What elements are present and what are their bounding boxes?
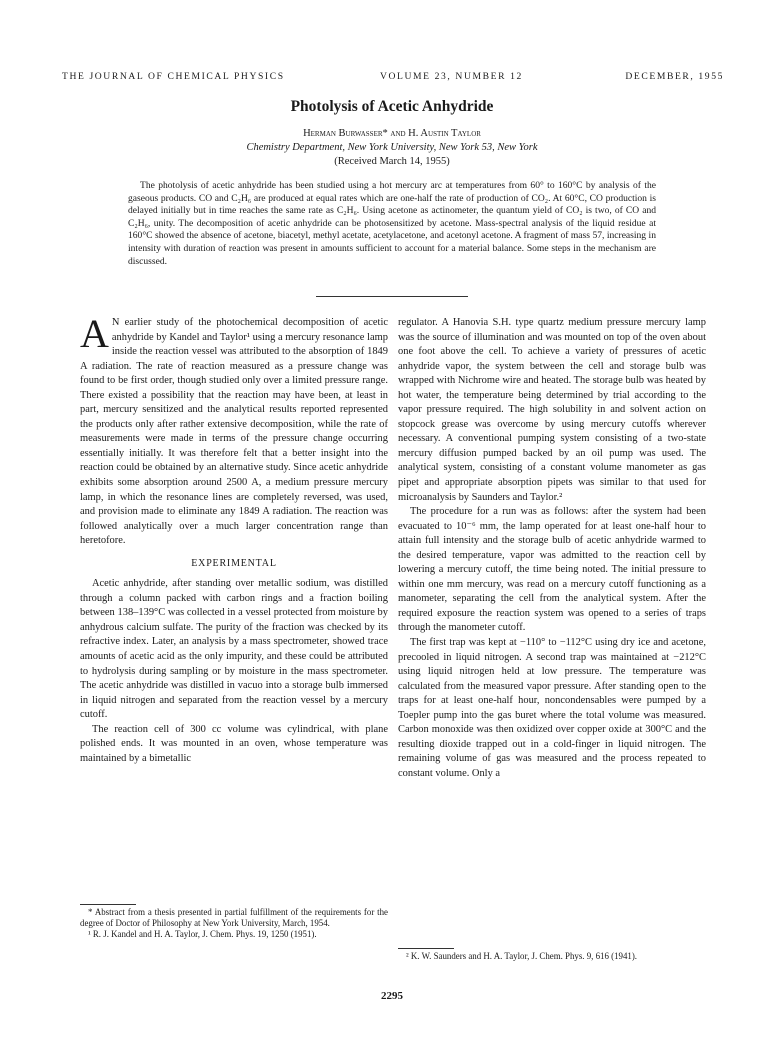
abstract: The photolysis of acetic anhydride has been studied using a hot mercury arc at temperatures from 60° to 160°C by analysis of the gaseous products. CO and C₂H₆ are produced at equal rates which are one-half the rate of production of CO₂. At 60°C, CO production is delayed initially but in time reaches the same rate as C₂H₆. Using acetone as actinometer, the quantum yield of CO₂ is two, of CO and C₂H₆, unity. The decomposition of acetic anhydride can be photosensitized by acetone. Mass-spectral analysis of the liquid residue at 160°C showed the absence of acetone, biacetyl, methyl acetate, acetylacetone, and acetonyl acetone. A fragment of mass 57, increasing in intensity with duration of reaction was present in amounts sufficient to account for a material balance. Some steps in the mechanism are discussed. xyxy=(128,180,656,267)
volume-number: VOLUME 23, NUMBER 12 xyxy=(380,71,523,82)
section-divider xyxy=(316,296,468,297)
received-date: (Received March 14, 1955) xyxy=(334,156,450,167)
drop-cap: A xyxy=(80,311,109,356)
section-heading-experimental: EXPERIMENTAL xyxy=(191,557,277,569)
paragraph: The reaction cell of 300 cc volume was cylindrical, with plane polished ends. It was mounted in an oven, whose temperature was maintained by a bimetallic xyxy=(80,723,388,764)
left-column xyxy=(80,311,388,766)
issue-date: DECEMBER, 1955 xyxy=(625,71,724,82)
paper-title: Photolysis of Acetic Anhydride xyxy=(290,98,494,115)
page-number: 2295 xyxy=(381,990,403,1002)
journal-name: THE JOURNAL OF CHEMICAL PHYSICS xyxy=(62,71,285,82)
affiliation: Chemistry Department, New York University, New York 53, New York xyxy=(246,142,538,153)
footnote-rule xyxy=(398,948,454,949)
intro-text: N earlier study of the photochemical decomposition of acetic anhydride by Kandel and Taylor¹ using a mercury resonance lamp inside the reaction vessel was attributed to the absorption of 1849 A radiation. The rate of reaction measured as a pressure change was found to be first order, though studied only over a limited pressure range. There existed a possibility that the reaction may have been, at least in part, mercury sensitized and the analytical results reported represented the products only after rather extensive decomposition, while the rate of measurements were made in terms of the pressure change occurring essentially initially. It was therefore felt that a better insight into the reaction could be obtained by an alternative study. Since acetic anhydride exhibits some absorption around 2500 A, a medium pressure mercury lamp, in which the resonance lines are completely reversed, was used, and provision made to eliminate any 1849 A radiation. The reaction was followed analytically over a much larger concentration range than heretofore. xyxy=(80,317,388,547)
footnote-rule xyxy=(80,904,136,905)
footnote: ² K. W. Saunders and H. A. Taylor, J. Chem. Phys. 9, 616 (1941). xyxy=(406,951,638,961)
paragraph: The procedure for a run was as follows: after the system had been evacuated to 10⁻⁶ mm, the lamp operated for at least one-half hour to attain full intensity and the storage bulb of acetic anhydride warmed to the desired temperature, vapor was admitted to the reaction cell by lowering a mercury cutoff, the time being noted. The initial pressure to within one mm mercury, was read on a mercury cutoff functioning as a manometer, separating the cell from the analytical system. After the required exposure the reaction system was opened to a series of traps through the manometer cutoff. xyxy=(398,506,706,634)
paragraph: The first trap was kept at −110° to −112°C using dry ice and acetone, precooled in liquid nitrogen. A second trap was maintained at −212°C using liquid nitrogen held at low pressure. The temperature was calculated from the measured vapor pressure. After standing open to the traps for at least one-half hour, noncondensables were pumped by a Toepler pump into the gas buret where the total volume was measured. Carbon monoxide was then oxidized over copper oxide at 300°C and the resulting dioxide trapped out in a cold-finger in liquid nitrogen. The remaining volume of gas was measured and the process repeated to constant volume. Only a xyxy=(398,637,706,779)
paragraph: regulator. A Hanovia S.H. type quartz medium pressure mercury lamp was the source of illumination and was mounted on top of the oven about one foot above the cell. To achieve a variety of pressures of acetic anhydride vapor, the system between the cell and storage bulb was wrapped with Nichrome wire and heated. The storage bulb was heated by hot water, the temperature being determined by trial according to the vapor pressure required. The high solubility in and solvent action on stopcock grease was overcome by using mercury cutoffs wherever necessary. A conventional pumping system consisting of a two-state mercury diffusion pumped backed by an oil pump was used. The analytical system, consisting of a constant volume manometer as gas pipet and appropriate absorption pipets was similar to that used for microanalysis by Saunders and Taylor.² xyxy=(398,317,706,503)
intro-paragraph xyxy=(80,311,388,549)
footnote: * Abstract from a thesis presented in partial fulfillment of the requirements for the degree of Doctor of Philosophy at New York University, March, 1954. xyxy=(80,907,388,928)
right-column xyxy=(398,316,706,782)
authors: Herman Burwasser* and H. Austin Taylor xyxy=(303,128,481,139)
footnotes-right xyxy=(398,951,706,962)
paragraph: Acetic anhydride, after standing over metallic sodium, was distilled through a column packed with carbon rings and a fraction boiling between 138–139°C was collected in a vessel protected from moisture by anhydrous calcium sulfate. The purity of the fraction was checked by its refractive index. Later, an analysis by a mass spectrometer, showed trace amounts of acetic acid as the only impurity, and these could be attributed to hydrolysis during sampling or by moisture in the mass spectrometer. The acetic anhydride was distilled in vacuo into a storage bulb immersed in liquid nitrogen and separated from the reaction vessel by a mercury cutoff. xyxy=(80,578,388,721)
footnotes-left xyxy=(80,907,388,940)
running-head xyxy=(62,70,724,84)
footnote: ¹ R. J. Kandel and H. A. Taylor, J. Chem. Phys. 19, 1250 (1951). xyxy=(88,929,317,939)
